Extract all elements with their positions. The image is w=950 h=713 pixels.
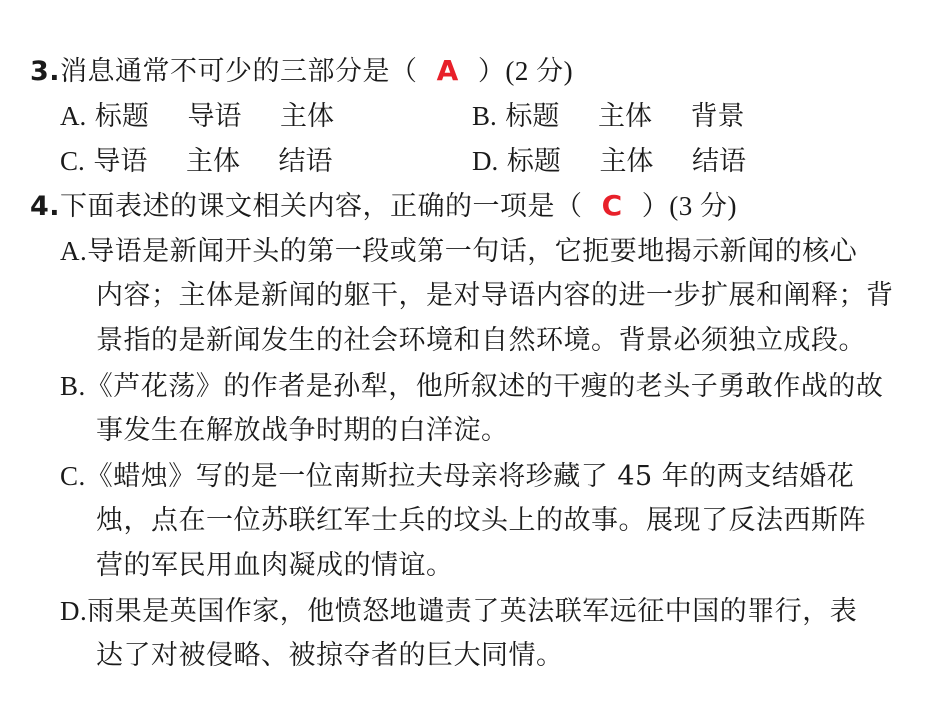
option-word: 标题	[505, 101, 560, 132]
option-text-line: 达了对被侵略、被掠夺者的巨大同情。	[96, 640, 564, 671]
option-word: 主体	[185, 146, 240, 177]
option-label: D.	[60, 596, 88, 626]
option-word: 导语	[187, 101, 242, 132]
option-word: 主体	[280, 101, 335, 132]
question-3-stem	[30, 54, 573, 89]
option-word: 标题	[94, 101, 149, 132]
close-paren: ）	[477, 56, 506, 87]
question-3-option-d	[472, 144, 746, 179]
option-label: B.	[60, 371, 86, 401]
option-text-line: 内容；主体是新闻的躯干，是对导语内容的进一步扩展和阐释；背	[96, 280, 894, 311]
question-3-option-c	[60, 144, 333, 179]
option-label: C.	[60, 461, 86, 491]
option-label: B.	[472, 101, 497, 131]
option-a-continuation	[96, 324, 866, 358]
score-label: (3 分)	[669, 191, 738, 221]
option-text-line: 烛，点在一位苏联红军士兵的坟头上的故事。展现了反法西斯阵	[96, 505, 866, 536]
option-text-line: 《芦花荡》的作者是孙犁，他所叙述的干瘦的老头子勇敢作战的故	[85, 371, 884, 402]
question-3-option-a	[60, 99, 334, 134]
question-3-option-b	[472, 99, 745, 134]
option-text-line: 导语是新闻开头的第一段或第一句话，它扼要地揭示新闻的核心	[87, 236, 858, 267]
option-text-line: 景指的是新闻发生的社会环境和自然环境。背景必须独立成段。	[96, 325, 866, 356]
question-4-option-d	[60, 594, 857, 629]
option-c-continuation	[96, 549, 454, 583]
option-label: C.	[60, 146, 85, 176]
option-word: 背景	[690, 101, 745, 132]
option-word: 主体	[599, 146, 654, 177]
question-4-option-b	[60, 369, 883, 404]
option-word: 结语	[278, 146, 333, 177]
option-word: 导语	[93, 146, 148, 177]
question-text: 消息通常不可少的三部分是（	[60, 56, 418, 87]
option-text-line: 事发生在解放战争时期的白洋淀。	[96, 415, 509, 446]
option-d-continuation	[96, 639, 564, 673]
option-text-line: 营的军民用血肉凝成的情谊。	[96, 550, 454, 581]
answer-mark: C	[601, 189, 623, 222]
option-c-continuation	[96, 504, 866, 538]
score-label: (2 分)	[505, 56, 574, 86]
question-4-stem	[30, 189, 737, 224]
option-word: 主体	[597, 101, 652, 132]
question-4-option-c	[60, 459, 854, 494]
option-label: A.	[60, 236, 88, 266]
option-word: 标题	[506, 146, 561, 177]
option-label: A.	[60, 101, 87, 131]
question-4-option-a	[60, 234, 857, 269]
option-word: 结语	[692, 146, 747, 177]
option-b-continuation	[96, 414, 509, 448]
close-paren: ）	[641, 191, 670, 222]
option-text-line: 《蜡烛》写的是一位南斯拉夫母亲将珍藏了 45 年的两支结婚花	[85, 461, 855, 492]
question-number: 3.	[30, 56, 61, 87]
option-a-continuation	[96, 279, 894, 313]
question-number: 4.	[30, 191, 61, 222]
question-text: 下面表述的课文相关内容，正确的一项是（	[60, 191, 583, 222]
answer-mark: A	[436, 54, 459, 87]
option-text-line: 雨果是英国作家，他愤怒地谴责了英法联军远征中国的罪行，表	[87, 596, 858, 627]
option-label: D.	[472, 146, 499, 176]
